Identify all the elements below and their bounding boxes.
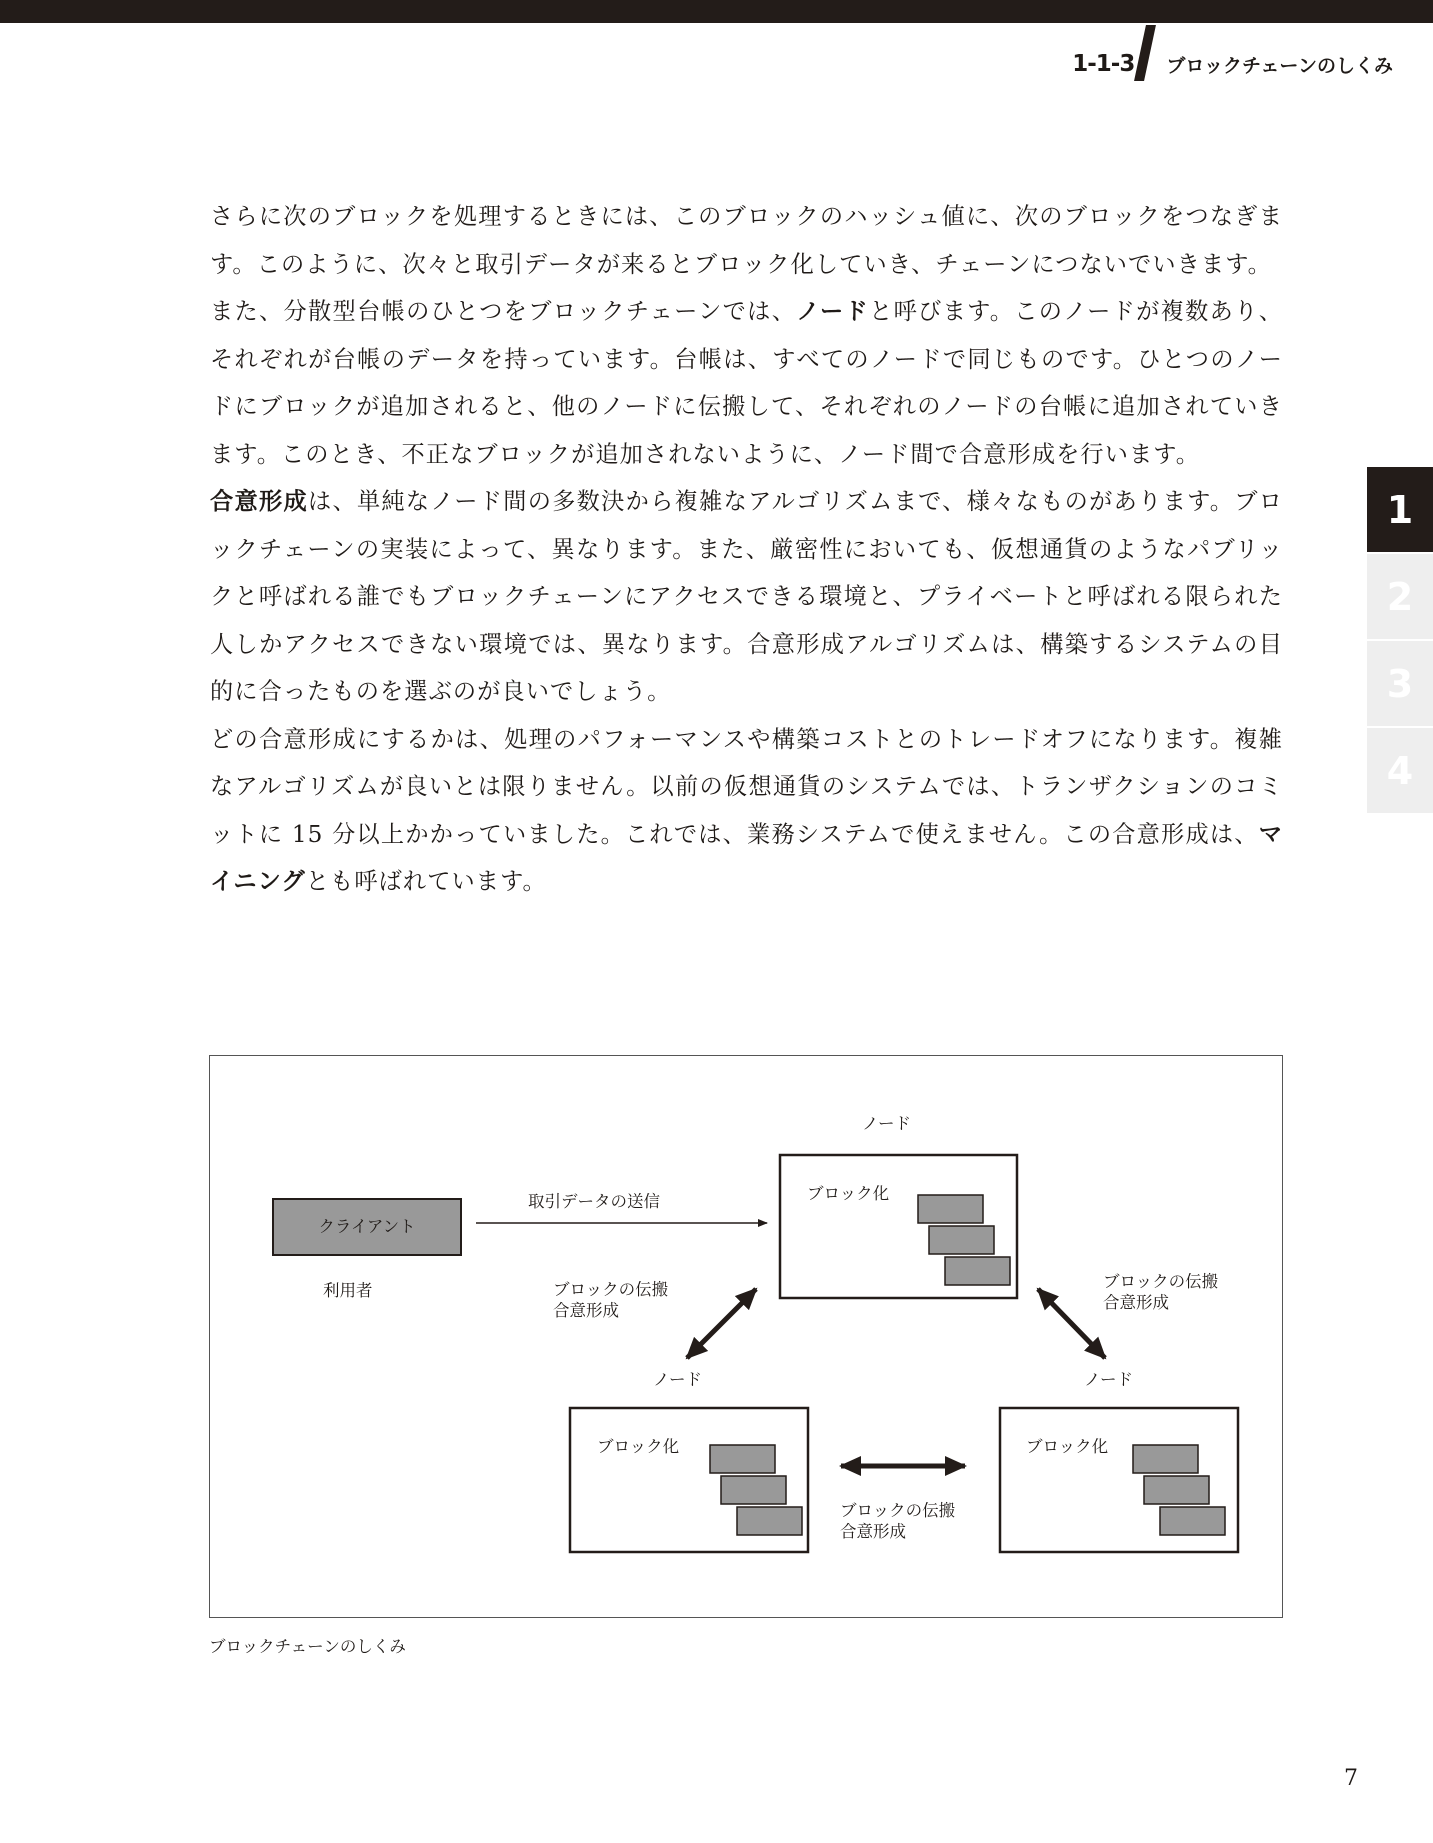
consensus-label-right: 合意形成 <box>1103 1293 1169 1312</box>
node-left-label: ノード <box>653 1370 703 1389</box>
text-run: どの合意形成にするかは、処理のパフォーマンスや構築コストとのトレードオフになります。複雑なアルゴリズムが良いとは限りません。以前の仮想通貨のシステムでは、トランザクションのコミットに 15 分以上かかっていました。これでは、業務システムで使えません。この合意形成は、 <box>210 725 1283 848</box>
client-caption: 利用者 <box>323 1281 373 1300</box>
block-right-2 <box>1144 1476 1209 1504</box>
text-run: と呼びます。このノードが複数あり、それぞれが台帳のデータを持っています。台帳は、すべてのノードで同じものです。ひとつのノードにブロックが追加されると、他のノードに伝搬して、それぞれのノードの台帳に追加されていきます。このとき、不正なブロックが追加されないように、ノード間で合意形成を行います。 <box>210 298 1283 468</box>
block-left-2 <box>721 1476 786 1504</box>
text-run: とも呼ばれています。 <box>305 868 547 895</box>
header-slash-divider <box>1134 25 1156 81</box>
paragraph <box>210 288 1283 478</box>
figure-caption: ブロックチェーンのしくみ <box>209 1637 406 1656</box>
text-run: さらに次のブロックを処理するときには、このブロックのハッシュ値に、次のブロックをつなぎます。このように、次々と取引データが来るとブロック化していき、チェーンにつないでいきます。 <box>210 203 1283 278</box>
client-box-label: クライアント <box>318 1217 416 1236</box>
block-top-2 <box>929 1226 994 1254</box>
chapter-tab-2[interactable]: 2 <box>1367 554 1433 639</box>
consensus-label-bottom: 合意形成 <box>840 1522 906 1541</box>
propagation-label-left: ブロックの伝搬 <box>553 1280 669 1299</box>
node-top-label: ノード <box>862 1114 912 1133</box>
section-number: 1-1-3 <box>1072 51 1135 77</box>
propagation-arrow-right <box>1038 1289 1105 1358</box>
figure-drawing <box>210 1056 1284 1619</box>
section-header <box>1072 46 1393 82</box>
propagation-label-bottom: ブロックの伝搬 <box>840 1501 956 1520</box>
body-text <box>210 193 1283 906</box>
block-right-3 <box>1160 1507 1225 1535</box>
node-top-inner-label: ブロック化 <box>807 1184 890 1203</box>
chapter-tab-1[interactable]: 1 <box>1367 467 1433 552</box>
paragraph <box>210 193 1283 288</box>
text-run: は、単純なノード間の多数決から複雑なアルゴリズムまで、様々なものがあります。ブロックチェーンの実装によって、異なります。また、厳密性においても、仮想通貨のようなパブリックと呼ばれる誰でもブロックチェーンにアクセスできる環境と、プライベートと呼ばれる限られた人しかアクセスできない環境では、異なります。合意形成アルゴリズムは、構築するシステムの目的に合ったものを選ぶのが良いでしょう。 <box>210 488 1283 705</box>
node-right-inner-label: ブロック化 <box>1026 1437 1109 1456</box>
consensus-label-left: 合意形成 <box>553 1301 619 1320</box>
bold-term: マイニング <box>210 820 1283 895</box>
node-left-inner-label: ブロック化 <box>597 1437 680 1456</box>
paragraph <box>210 716 1283 906</box>
propagation-arrow-left <box>687 1289 756 1358</box>
section-title: ブロックチェーンのしくみ <box>1166 54 1393 77</box>
text-run: また、分散型台帳のひとつをブロックチェーンでは、 <box>210 298 797 325</box>
block-top-3 <box>945 1257 1010 1285</box>
bold-term: 合意形成 <box>210 488 308 515</box>
chapter-tab-3[interactable]: 3 <box>1367 641 1433 726</box>
block-right-1 <box>1133 1445 1198 1473</box>
chapter-tab-4[interactable]: 4 <box>1367 728 1433 813</box>
top-bar <box>0 0 1433 23</box>
block-top-1 <box>918 1195 983 1223</box>
page-number: 7 <box>1344 1766 1358 1791</box>
bold-term: ノード <box>796 298 870 325</box>
block-left-3 <box>737 1507 802 1535</box>
blockchain-figure <box>209 1055 1283 1618</box>
propagation-label-right: ブロックの伝搬 <box>1103 1272 1219 1291</box>
paragraph <box>210 478 1283 716</box>
chapter-tabs <box>1367 467 1433 815</box>
block-left-1 <box>710 1445 775 1473</box>
send-label: 取引データの送信 <box>528 1192 660 1211</box>
node-right-label: ノード <box>1084 1370 1134 1389</box>
